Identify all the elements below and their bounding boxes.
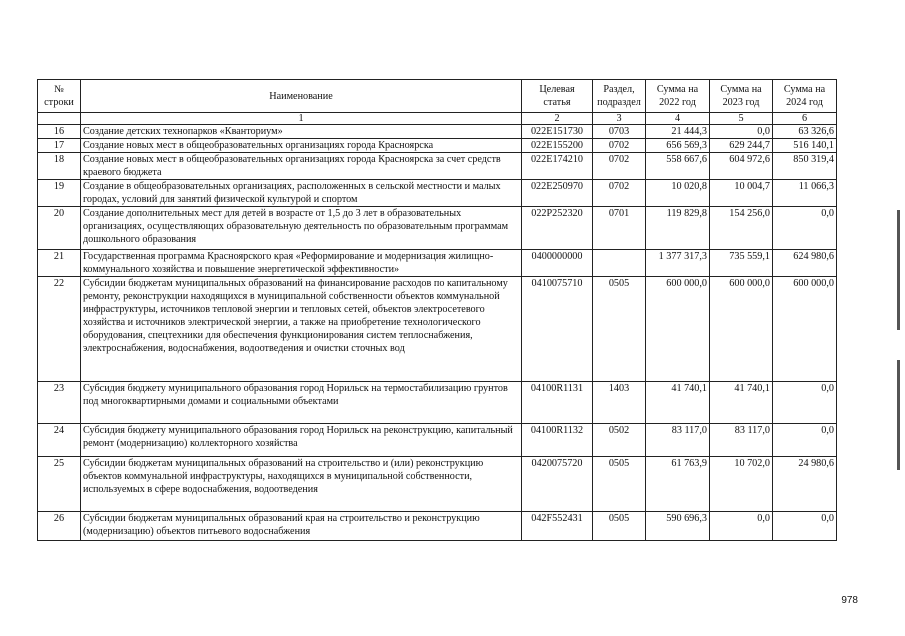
row-sum-2022: 61 763,9 [646,457,710,512]
row-sum-2024: 0,0 [773,424,837,457]
row-number: 22 [38,277,81,382]
row-sum-2024: 850 319,4 [773,153,837,180]
header-name: Наименование [81,80,522,113]
row-sum-2024: 624 980,6 [773,250,837,277]
row-sum-2023: 604 972,6 [710,153,773,180]
row-sum-2023: 629 244,7 [710,139,773,153]
row-sum-2023: 0,0 [710,125,773,139]
table-row [38,207,837,250]
row-sum-2023: 735 559,1 [710,250,773,277]
row-sum-2022: 21 444,3 [646,125,710,139]
index-cell: 3 [593,113,646,125]
table-row [38,250,837,277]
row-sum-2023: 10 004,7 [710,180,773,207]
row-sum-2022: 10 020,8 [646,180,710,207]
scan-margin-line [897,210,900,330]
row-name: Субсидии бюджетам муниципальных образований на строительство и (или) реконструкцию объектов коммунальной инфраструктуры, находящихся в муниципальной собственности, используемых в сфере водоснабжения, водоотведения [81,457,522,512]
row-name: Субсидии бюджетам муниципальных образований края на строительство и реконструкцию (модернизацию) объектов питьевого водоснабжения [81,512,522,541]
row-sum-2023: 600 000,0 [710,277,773,382]
table-row [38,457,837,512]
row-sum-2022: 558 667,6 [646,153,710,180]
row-target-article: 022P252320 [522,207,593,250]
row-number: 18 [38,153,81,180]
row-target-article: 022E250970 [522,180,593,207]
row-number: 26 [38,512,81,541]
row-sum-2022: 590 696,3 [646,512,710,541]
row-sum-2024: 63 326,6 [773,125,837,139]
row-name: Создание детских технопарков «Кванториум» [81,125,522,139]
index-cell: 6 [773,113,837,125]
row-sum-2022: 600 000,0 [646,277,710,382]
row-target-article: 0400000000 [522,250,593,277]
row-target-article: 042F552431 [522,512,593,541]
row-number: 17 [38,139,81,153]
index-cell: 5 [710,113,773,125]
row-section: 0702 [593,180,646,207]
index-cell: 1 [81,113,522,125]
row-section: 0702 [593,153,646,180]
row-name: Создание дополнительных мест для детей в возрасте от 1,5 до 3 лет в образовательных организациях, осуществляющих образовательную деятельность по образовательным программам дошкольного образования [81,207,522,250]
row-number: 20 [38,207,81,250]
table-row [38,139,837,153]
budget-table [37,79,837,541]
row-sum-2024: 0,0 [773,512,837,541]
row-section: 0703 [593,125,646,139]
row-sum-2024: 516 140,1 [773,139,837,153]
row-target-article: 022E151730 [522,125,593,139]
table-row [38,153,837,180]
row-section: 0505 [593,277,646,382]
row-name: Государственная программа Красноярского края «Реформирование и модернизация жилищно-коммунального хозяйства и повышение энергетической эффективности» [81,250,522,277]
row-target-article: 022E155200 [522,139,593,153]
scan-margin-line [897,360,900,470]
index-cell: 4 [646,113,710,125]
row-name: Создание новых мест в общеобразовательных организациях города Красноярска [81,139,522,153]
row-sum-2024: 0,0 [773,207,837,250]
header-row [38,80,837,113]
row-sum-2022: 41 740,1 [646,382,710,424]
row-sum-2024: 0,0 [773,382,837,424]
row-section: 0505 [593,512,646,541]
row-target-article: 04100R1132 [522,424,593,457]
header-sum-2023: Сумма на 2023 год [710,80,773,113]
row-number: 16 [38,125,81,139]
header-sum-2024: Сумма на 2024 год [773,80,837,113]
index-cell: 2 [522,113,593,125]
header-num: № строки [38,80,81,113]
row-number: 24 [38,424,81,457]
row-section [593,250,646,277]
header-section: Раздел, подраздел [593,80,646,113]
row-sum-2023: 41 740,1 [710,382,773,424]
row-sum-2024: 600 000,0 [773,277,837,382]
row-sum-2023: 10 702,0 [710,457,773,512]
table-row [38,424,837,457]
row-number: 23 [38,382,81,424]
table-body [38,125,837,541]
row-number: 19 [38,180,81,207]
row-section: 1403 [593,382,646,424]
row-target-article: 0410075710 [522,277,593,382]
row-target-article: 022E174210 [522,153,593,180]
row-target-article: 0420075720 [522,457,593,512]
row-name: Создание новых мест в общеобразовательных организациях города Красноярска за счет средств краевого бюджета [81,153,522,180]
header-target: Целевая статья [522,80,593,113]
row-sum-2023: 0,0 [710,512,773,541]
row-name: Создание в общеобразовательных организациях, расположенных в сельской местности и малых городах, условий для занятий физической культурой и спортом [81,180,522,207]
row-sum-2022: 83 117,0 [646,424,710,457]
row-sum-2024: 24 980,6 [773,457,837,512]
table-row [38,277,837,382]
page-number: 978 [841,595,858,606]
row-target-article: 04100R1131 [522,382,593,424]
table-row [38,512,837,541]
table-row [38,382,837,424]
row-section: 0701 [593,207,646,250]
row-section: 0505 [593,457,646,512]
row-name: Субсидия бюджету муниципального образования город Норильск на термостабилизацию грунтов под многоквартирными домами и социальными объектами [81,382,522,424]
header-sum-2022: Сумма на 2022 год [646,80,710,113]
row-sum-2022: 119 829,8 [646,207,710,250]
row-sum-2022: 656 569,3 [646,139,710,153]
row-name: Субсидии бюджетам муниципальных образований на финансирование расходов по капитальному ремонту, реконструкции находящихся в муниципальной собственности объектов коммунальной инфраструктуры, источников тепловой энергии и тепловых сетей, объектов электросетевого хозяйства и источников электрической энергии, а также на приобретение технологического оборудования, спецтехники для обеспечения функционирования систем теплоснабжения, электроснабжения, водоснабжения, водоотведения и очистки сточных вод [81,277,522,382]
table-row [38,125,837,139]
row-sum-2023: 83 117,0 [710,424,773,457]
column-index-row [38,113,837,125]
row-name: Субсидия бюджету муниципального образования город Норильск на реконструкцию, капитальный ремонт (модернизацию) коллекторного хозяйства [81,424,522,457]
index-cell [38,113,81,125]
row-sum-2023: 154 256,0 [710,207,773,250]
row-sum-2022: 1 377 317,3 [646,250,710,277]
row-section: 0702 [593,139,646,153]
table-row [38,180,837,207]
row-number: 21 [38,250,81,277]
row-sum-2024: 11 066,3 [773,180,837,207]
row-section: 0502 [593,424,646,457]
row-number: 25 [38,457,81,512]
